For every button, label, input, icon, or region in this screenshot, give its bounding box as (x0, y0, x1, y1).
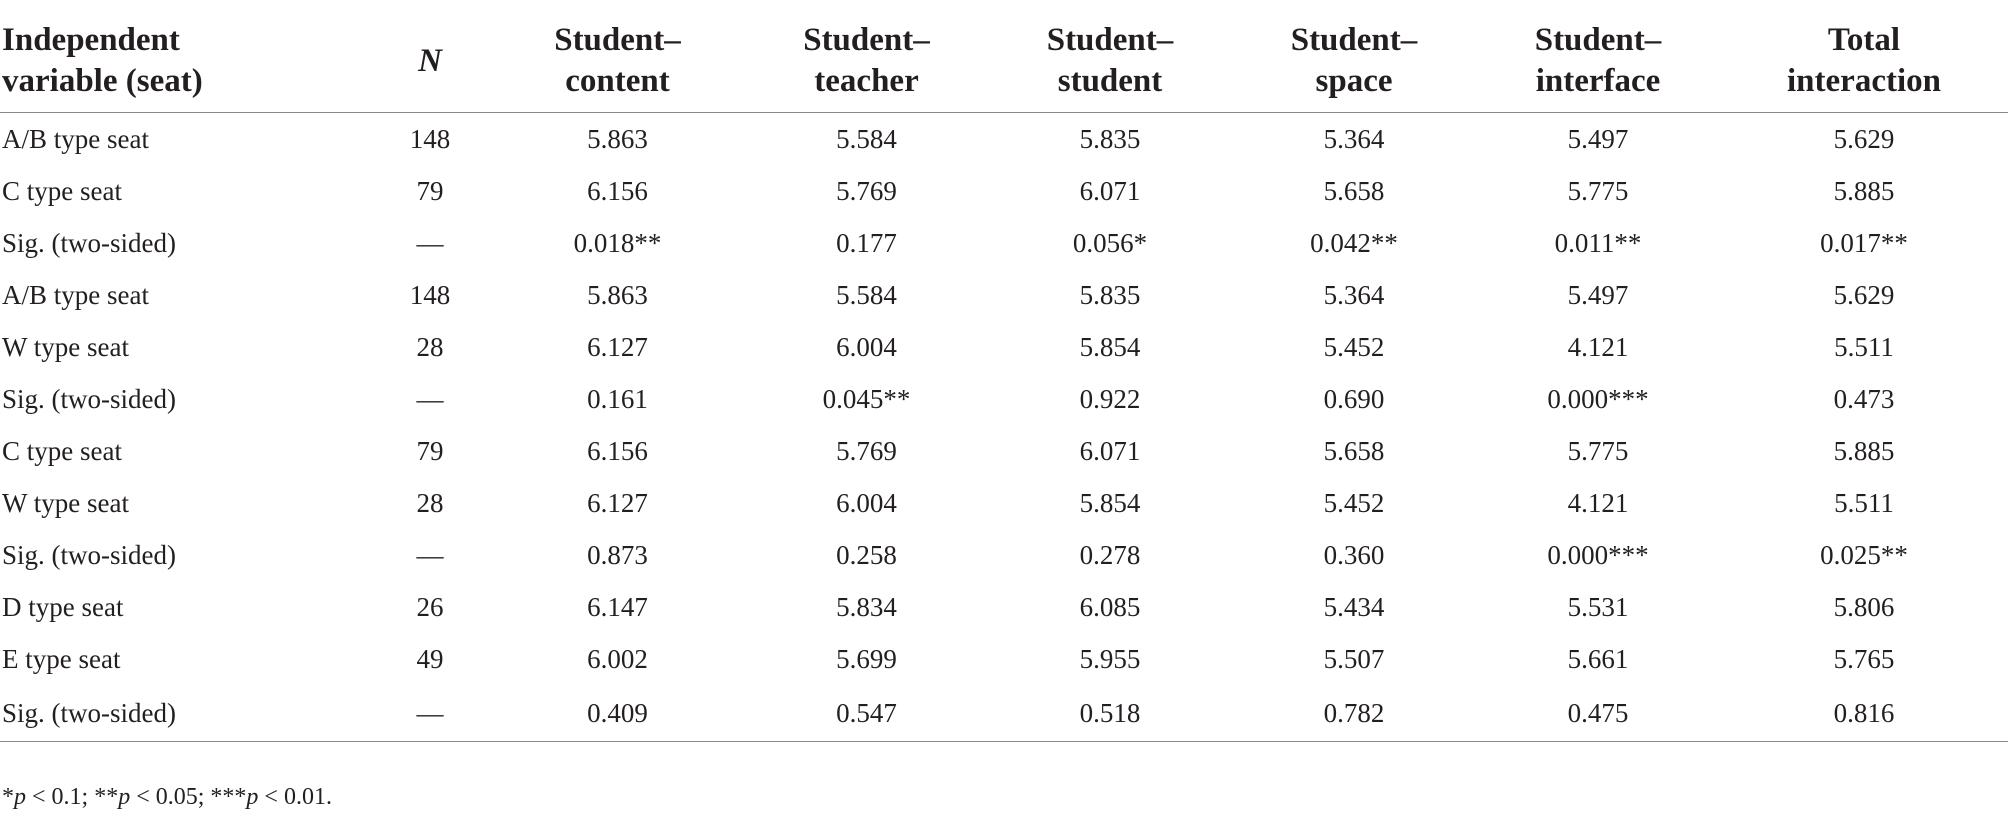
header-line: variable (seat) (2, 63, 203, 99)
value-cell: 5.629 (1833, 279, 1895, 310)
value-cell: 0.360 (1323, 539, 1385, 570)
row-label-cell: Sig. (two-sided) (2, 227, 176, 258)
value-cell: 5.806 (1833, 591, 1895, 622)
value-cell: 5.661 (1567, 643, 1629, 674)
table-row (0, 373, 2008, 425)
header-student-content (490, 12, 745, 113)
header-row (0, 12, 2008, 113)
value-cell: 5.775 (1567, 435, 1629, 466)
value-cell: 5.584 (836, 123, 897, 154)
value-cell: — (370, 685, 490, 742)
value-cell: 5.835 (1079, 123, 1141, 154)
seat-interaction-table (0, 12, 2008, 742)
row-label-cell: A/B type seat (2, 279, 149, 310)
value-cell: 0.278 (1079, 539, 1141, 570)
value-cell: 5.765 (1833, 643, 1895, 674)
footnote-part: * (2, 784, 14, 810)
value-cell: 49 (416, 643, 444, 674)
value-cell: 5.629 (1833, 123, 1895, 154)
value-cell: 5.507 (1323, 643, 1385, 674)
table-row (0, 165, 2008, 217)
row-label-cell: W type seat (2, 331, 129, 362)
value-cell: 6.127 (587, 487, 648, 518)
value-cell: 6.004 (836, 487, 897, 518)
value-cell: 0.018** (573, 227, 662, 258)
value-cell: 0.000*** (1547, 539, 1649, 570)
header-student-interface (1476, 12, 1720, 113)
header-line: Student– (554, 22, 681, 58)
row-label-cell: Sig. (two-sided) (2, 539, 176, 570)
value-cell: 5.834 (836, 591, 897, 622)
row-label-cell: W type seat (2, 487, 129, 518)
value-cell: 0.011** (1554, 227, 1642, 258)
value-cell: 4.121 (1567, 487, 1629, 518)
value-cell: 5.835 (1079, 279, 1141, 310)
table-row (0, 321, 2008, 373)
value-cell: 0.000*** (1547, 383, 1649, 414)
header-line: space (1315, 63, 1393, 99)
value-cell: 0.177 (836, 227, 897, 258)
footnote-part: p (118, 784, 131, 810)
table-row (0, 685, 2008, 742)
value-cell: 79 (416, 175, 444, 206)
value-cell: 0.547 (745, 685, 988, 742)
value-cell: 5.863 (587, 279, 648, 310)
value-cell: 0.922 (1079, 383, 1141, 414)
footnote-part: p (14, 784, 26, 810)
value-cell: 0.873 (587, 539, 648, 570)
header-n (370, 12, 490, 113)
significance-footnote (2, 784, 332, 811)
value-cell: 5.769 (836, 175, 897, 206)
table-row (0, 581, 2008, 633)
value-cell: 6.004 (836, 331, 897, 362)
row-label-cell: C type seat (2, 175, 122, 206)
value-cell: 6.071 (1079, 175, 1141, 206)
value-cell: 5.955 (1079, 643, 1141, 674)
header-line: content (565, 63, 670, 99)
value-cell: 5.769 (836, 435, 897, 466)
value-cell: 5.434 (1323, 591, 1385, 622)
value-cell: 5.658 (1323, 175, 1385, 206)
value-cell: 26 (416, 591, 444, 622)
value-cell: 0.782 (1232, 685, 1476, 742)
value-cell: 6.147 (587, 591, 648, 622)
value-cell: 6.127 (587, 331, 648, 362)
footnote-part: < 0.05; *** (130, 784, 247, 810)
value-cell: 4.121 (1567, 331, 1629, 362)
table-row (0, 633, 2008, 685)
value-cell: 0.017** (1820, 227, 1908, 258)
header-independent-variable (0, 12, 370, 113)
table-body (0, 113, 2008, 742)
value-cell: 28 (416, 331, 444, 362)
value-cell: 5.511 (1834, 487, 1894, 518)
value-cell: 79 (416, 435, 444, 466)
value-cell: 5.364 (1323, 123, 1385, 154)
header-line: Student– (1046, 22, 1174, 58)
value-cell: 5.885 (1833, 175, 1895, 206)
header-line: teacher (814, 63, 919, 99)
value-cell: 0.409 (490, 685, 745, 742)
header-student-space (1232, 12, 1476, 113)
row-label-cell: Sig. (two-sided) (2, 383, 176, 414)
row-label-cell: A/B type seat (2, 123, 149, 154)
value-cell: — (416, 227, 444, 258)
header-student-student (988, 12, 1232, 113)
value-cell: 0.025** (1820, 539, 1908, 570)
value-cell: 0.816 (1720, 685, 2008, 742)
value-cell: — (416, 539, 444, 570)
row-label-cell: Sig. (two-sided) (0, 685, 370, 742)
footnote-part: p (246, 784, 259, 810)
value-cell: 6.156 (587, 435, 648, 466)
header-line: Student– (1290, 22, 1418, 58)
value-cell: 148 (409, 123, 451, 154)
value-cell: 5.699 (836, 643, 897, 674)
value-cell: 5.531 (1567, 591, 1629, 622)
footnote-part: < 0.01. (258, 784, 332, 810)
header-line: Total (1827, 22, 1901, 58)
value-cell: 0.161 (587, 383, 648, 414)
value-cell: 0.258 (836, 539, 897, 570)
value-cell: 0.473 (1833, 383, 1895, 414)
header-line: student (1057, 63, 1163, 99)
value-cell: 5.854 (1079, 487, 1141, 518)
value-cell: 0.690 (1323, 383, 1385, 414)
value-cell: 6.156 (587, 175, 648, 206)
value-cell: 5.452 (1323, 331, 1385, 362)
table-header (0, 12, 2008, 113)
table-row (0, 113, 2008, 166)
value-cell: 0.475 (1476, 685, 1720, 742)
value-cell: 28 (416, 487, 444, 518)
value-cell: 5.863 (587, 123, 648, 154)
header-total-interaction (1720, 12, 2008, 113)
value-cell: 5.497 (1567, 279, 1629, 310)
value-cell: 0.045** (822, 383, 911, 414)
row-label-cell: D type seat (2, 591, 124, 622)
value-cell: 5.658 (1323, 435, 1385, 466)
header-line: Student– (803, 22, 930, 58)
value-cell: 148 (409, 279, 451, 310)
table-row (0, 269, 2008, 321)
value-cell: 5.364 (1323, 279, 1385, 310)
value-cell: 6.085 (1079, 591, 1141, 622)
value-cell: — (416, 383, 444, 414)
row-label-cell: E type seat (2, 643, 121, 674)
value-cell: 5.854 (1079, 331, 1141, 362)
row-label-cell: C type seat (2, 435, 122, 466)
value-cell: 6.071 (1079, 435, 1141, 466)
table-row (0, 425, 2008, 477)
footnote-part: < 0.1; ** (26, 784, 119, 810)
value-cell: 5.497 (1567, 123, 1629, 154)
value-cell: 5.584 (836, 279, 897, 310)
value-cell: 0.056* (1072, 227, 1148, 258)
value-cell: 5.511 (1834, 331, 1894, 362)
header-line: interface (1535, 63, 1661, 99)
header-line: Independent (2, 22, 180, 58)
table-row (0, 529, 2008, 581)
header-student-teacher (745, 12, 988, 113)
header-line: N (418, 42, 442, 79)
table-row (0, 477, 2008, 529)
value-cell: 0.042** (1310, 227, 1398, 258)
value-cell: 5.452 (1323, 487, 1385, 518)
header-line: Student– (1534, 22, 1662, 58)
table-row (0, 217, 2008, 269)
value-cell: 6.002 (587, 643, 648, 674)
value-cell: 0.518 (988, 685, 1232, 742)
value-cell: 5.885 (1833, 435, 1895, 466)
value-cell: 5.775 (1567, 175, 1629, 206)
header-line: interaction (1787, 63, 1941, 99)
